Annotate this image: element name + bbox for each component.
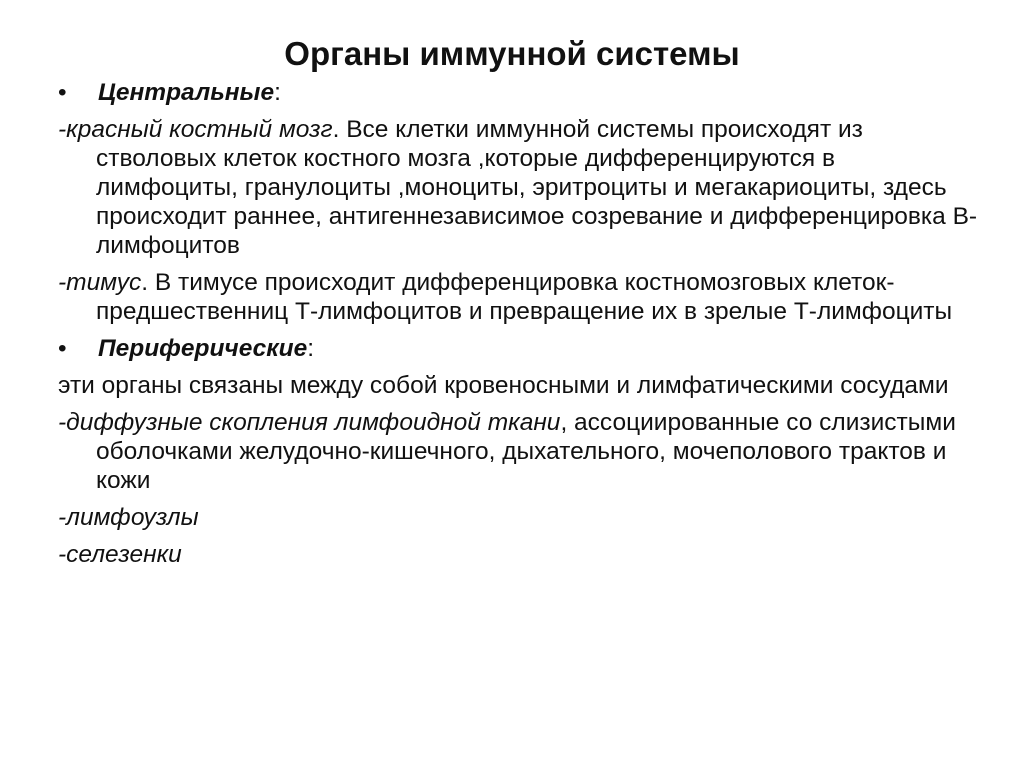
paragraph-lymph-nodes: -лимфоузлы xyxy=(58,504,199,531)
central-heading: Центральные xyxy=(98,79,275,106)
paragraph-spleen: -селезенки xyxy=(58,541,182,568)
bullet-central xyxy=(58,78,978,107)
peripheral-colon: : xyxy=(307,335,315,362)
bone-marrow-text: . Все клетки иммунной системы происходят из стволовых клеток костного мозга ,которые дифференцируются в лимфоциты, гранулоциты ,моноциты, эритроциты и мегакариоциты, здесь происходит раннее, антигеннезависимое созревание и дифференцировка В-лимфоцитов xyxy=(96,116,978,259)
diffuse-text: , ассоциированные со слизистыми оболочками желудочно-кишечного, дыхательного, мочеполового трактов и кожи xyxy=(96,409,956,494)
diffuse-term: -диффузные скопления лимфоидной ткани xyxy=(58,409,561,436)
paragraph-diffuse-tissue xyxy=(58,408,978,495)
slide-content xyxy=(58,78,978,577)
thymus-term: -тимус xyxy=(58,269,142,296)
paragraph-bone-marrow xyxy=(58,115,978,260)
bullet-dot-icon: • xyxy=(58,79,67,106)
bullet-dot-icon: • xyxy=(58,335,67,362)
bone-marrow-term: -красный костный мозг xyxy=(58,116,333,143)
peripheral-heading: Периферические xyxy=(98,335,308,362)
thymus-text: . В тимусе происходит дифференцировка костномозговых клеток-предшественниц Т-лимфоцитов и превращение их в зрелые Т-лимфоциты xyxy=(96,269,953,325)
paragraph-thymus xyxy=(58,268,978,326)
slide-title: Органы иммунной системы xyxy=(284,35,740,72)
central-colon: : xyxy=(274,79,281,106)
bullet-peripheral xyxy=(58,334,978,363)
paragraph-peripheral-intro: эти органы связаны между собой кровеносными и лимфатическими сосудами xyxy=(58,372,949,399)
